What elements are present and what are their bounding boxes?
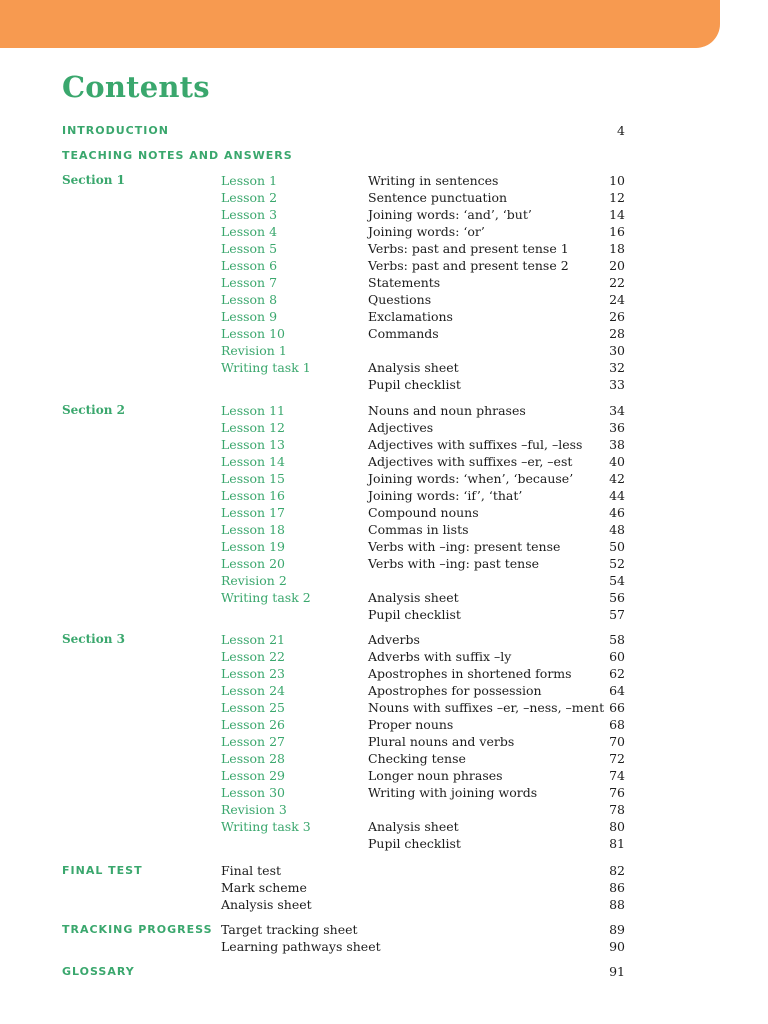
toc-entry-row[interactable]: [0, 325, 768, 342]
toc-lesson-label: Lesson 23: [221, 666, 285, 681]
toc-page-number: 16: [609, 224, 625, 239]
toc-page-number: 64: [609, 683, 625, 698]
toc-entry-title: Commas in lists: [368, 522, 469, 537]
toc-lesson-label: Lesson 5: [221, 241, 278, 256]
toc-entry-title: Apostrophes in shortened forms: [368, 666, 572, 681]
toc-lesson-label: Lesson 17: [221, 505, 285, 520]
toc-page-number: 70: [609, 734, 625, 749]
toc-page-number: 68: [609, 717, 625, 732]
teaching-notes-heading: TEACHING NOTES AND ANSWERS: [62, 149, 293, 162]
toc-page-number: 10: [609, 173, 625, 188]
toc-entry-title: Proper nouns: [368, 717, 454, 732]
toc-entry-title: Pupil checklist: [368, 607, 461, 622]
toc-lesson-label: Writing task 2: [221, 590, 311, 605]
introduction-heading: INTRODUCTION: [62, 124, 169, 137]
toc-page-number: 38: [609, 437, 625, 452]
toc-page-number: 62: [609, 666, 625, 681]
toc-entry-row[interactable]: [0, 274, 768, 291]
toc-entry-title: Analysis sheet: [368, 360, 459, 375]
toc-lesson-label: Lesson 25: [221, 700, 285, 715]
toc-entry-row[interactable]: [0, 538, 768, 555]
toc-entry-row[interactable]: [0, 631, 768, 648]
toc-entry-title: Analysis sheet: [368, 819, 459, 834]
toc-glossary-row[interactable]: [0, 963, 768, 980]
toc-entry-row[interactable]: [0, 223, 768, 240]
toc-lesson-label: Revision 2: [221, 573, 287, 588]
toc-entry-row[interactable]: [0, 767, 768, 784]
toc-tracking-row[interactable]: [0, 921, 768, 938]
toc-entry-title: Analysis sheet: [368, 590, 459, 605]
toc-entry-title: Nouns with suffixes –er, –ness, –ment: [368, 700, 605, 715]
toc-entry-row[interactable]: [0, 402, 768, 419]
toc-page-number: 12: [609, 190, 625, 205]
toc-page-number: 52: [609, 556, 625, 571]
page-title: Contents: [62, 70, 210, 104]
toc-entry-row[interactable]: [0, 572, 768, 589]
toc-entry-row[interactable]: [0, 665, 768, 682]
toc-page-number: 66: [609, 700, 625, 715]
tracking-item-label: Target tracking sheet: [221, 922, 358, 937]
toc-entry-row[interactable]: [0, 555, 768, 572]
toc-page-number: 80: [609, 819, 625, 834]
toc-entry-row[interactable]: [0, 172, 768, 189]
toc-entry-row[interactable]: [0, 521, 768, 538]
toc-entry-title: Verbs: past and present tense 2: [368, 258, 569, 273]
toc-entry-title: Adjectives: [368, 420, 434, 435]
toc-page-number: 30: [609, 343, 625, 358]
glossary-page: 91: [609, 964, 625, 979]
toc-entry-title: Adjectives with suffixes –er, –est: [368, 454, 573, 469]
toc-entry-title: Joining words: ‘or’: [368, 224, 485, 239]
toc-page-number: 20: [609, 258, 625, 273]
final-test-item-label: Analysis sheet: [221, 897, 312, 912]
toc-page-number: 42: [609, 471, 625, 486]
toc-entry-row[interactable]: [0, 716, 768, 733]
toc-lesson-label: Lesson 21: [221, 632, 285, 647]
toc-lesson-label: Lesson 2: [221, 190, 278, 205]
toc-entry-title: Nouns and noun phrases: [368, 403, 526, 418]
toc-lesson-label: Revision 1: [221, 343, 287, 358]
toc-lesson-label: Lesson 19: [221, 539, 285, 554]
toc-entry-title: Questions: [368, 292, 432, 307]
toc-lesson-label: Lesson 27: [221, 734, 285, 749]
toc-teaching-notes-row: [0, 147, 768, 164]
section-label: Section 3: [62, 632, 125, 646]
toc-entry-row[interactable]: [0, 801, 768, 818]
toc-lesson-label: Lesson 13: [221, 437, 285, 452]
toc-page-number: 48: [609, 522, 625, 537]
toc-entry-row[interactable]: [0, 453, 768, 470]
toc-final-test-row[interactable]: [0, 896, 768, 913]
toc-entry-row[interactable]: [0, 648, 768, 665]
toc-entry-title: Sentence punctuation: [368, 190, 508, 205]
toc-page-number: 18: [609, 241, 625, 256]
toc-entry-title: Pupil checklist: [368, 377, 461, 392]
toc-entry-row[interactable]: [0, 342, 768, 359]
toc-introduction-row[interactable]: [0, 122, 768, 139]
toc-lesson-label: Lesson 1: [221, 173, 278, 188]
toc-page-number: 56: [609, 590, 625, 605]
toc-lesson-label: Lesson 11: [221, 403, 285, 418]
toc-entry-title: Joining words: ‘when’, ‘because’: [368, 471, 574, 486]
toc-entry-title: Plural nouns and verbs: [368, 734, 515, 749]
toc-entry-title: Verbs with –ing: present tense: [368, 539, 561, 554]
toc-entry-row[interactable]: [0, 189, 768, 206]
toc-entry-title: Adverbs with suffix –ly: [368, 649, 512, 664]
toc-lesson-label: Lesson 22: [221, 649, 285, 664]
toc-lesson-label: Lesson 28: [221, 751, 285, 766]
toc-page-number: 50: [609, 539, 625, 554]
section-label: Section 2: [62, 403, 125, 417]
toc-entry-row[interactable]: [0, 240, 768, 257]
toc-entry-title: Compound nouns: [368, 505, 479, 520]
toc-page-number: 44: [609, 488, 625, 503]
toc-entry-title: Verbs with –ing: past tense: [368, 556, 540, 571]
toc-page-number: 40: [609, 454, 625, 469]
toc-entry-row[interactable]: [0, 589, 768, 606]
toc-lesson-label: Lesson 7: [221, 275, 278, 290]
toc-lesson-label: Lesson 20: [221, 556, 285, 571]
toc-tracking-row[interactable]: [0, 938, 768, 955]
toc-entry-row[interactable]: [0, 733, 768, 750]
toc-lesson-label: Lesson 26: [221, 717, 285, 732]
toc-entry-title: Joining words: ‘if’, ‘that’: [368, 488, 523, 503]
header-color-band: [0, 0, 720, 48]
toc-entry-row[interactable]: [0, 606, 768, 623]
toc-entry-title: Writing with joining words: [368, 785, 538, 800]
toc-entry-row[interactable]: [0, 470, 768, 487]
toc-page-number: 72: [609, 751, 625, 766]
toc-entry-row[interactable]: [0, 487, 768, 504]
toc-entry-row[interactable]: [0, 818, 768, 835]
toc-entry-title: Apostrophes for possession: [368, 683, 542, 698]
final-test-item-page: 82: [609, 863, 625, 878]
toc-entry-row[interactable]: [0, 376, 768, 393]
toc-entry-row[interactable]: [0, 699, 768, 716]
toc-lesson-label: Revision 3: [221, 802, 287, 817]
section-label: Section 1: [62, 173, 125, 187]
toc-page-number: 34: [609, 403, 625, 418]
toc-entry-row[interactable]: [0, 257, 768, 274]
toc-entry-row[interactable]: [0, 291, 768, 308]
toc-page-number: 26: [609, 309, 625, 324]
toc-page-number: 24: [609, 292, 625, 307]
toc-page-number: 60: [609, 649, 625, 664]
toc-entry-title: Pupil checklist: [368, 836, 461, 851]
toc-entry-title: Verbs: past and present tense 1: [368, 241, 569, 256]
toc-final-test-row[interactable]: [0, 862, 768, 879]
toc-entry-title: Adverbs: [368, 632, 420, 647]
toc-page-number: 22: [609, 275, 625, 290]
toc-page-number: 36: [609, 420, 625, 435]
tracking-item-page: 89: [609, 922, 625, 937]
final-test-item-label: Mark scheme: [221, 880, 307, 895]
tracking-item-label: Learning pathways sheet: [221, 939, 381, 954]
toc-page-number: 74: [609, 768, 625, 783]
toc-lesson-label: Writing task 3: [221, 819, 311, 834]
toc-page-number: 14: [609, 207, 625, 222]
toc-entry-row[interactable]: [0, 835, 768, 852]
toc-entry-title: Commands: [368, 326, 439, 341]
toc-final-test-row[interactable]: [0, 879, 768, 896]
toc-entry-row[interactable]: [0, 359, 768, 376]
toc-entry-row[interactable]: [0, 750, 768, 767]
toc-entry-row[interactable]: [0, 784, 768, 801]
toc-entry-title: Statements: [368, 275, 441, 290]
toc-entry-title: Longer noun phrases: [368, 768, 503, 783]
toc-entry-row[interactable]: [0, 206, 768, 223]
toc-page-number: 32: [609, 360, 625, 375]
toc-entry-row[interactable]: [0, 419, 768, 436]
toc-lesson-label: Lesson 9: [221, 309, 278, 324]
toc-entry-title: Adjectives with suffixes –ful, –less: [368, 437, 583, 452]
tracking-heading: TRACKING PROGRESS: [62, 923, 213, 936]
final-test-item-label: Final test: [221, 863, 282, 878]
toc-page-number: 46: [609, 505, 625, 520]
toc-page-number: 28: [609, 326, 625, 341]
toc-page-number: 78: [609, 802, 625, 817]
toc-lesson-label: Writing task 1: [221, 360, 311, 375]
toc-entry-row[interactable]: [0, 504, 768, 521]
toc-lesson-label: Lesson 6: [221, 258, 278, 273]
toc-lesson-label: Lesson 3: [221, 207, 278, 222]
final-test-item-page: 88: [609, 897, 625, 912]
toc-entry-row[interactable]: [0, 436, 768, 453]
toc-entry-row[interactable]: [0, 682, 768, 699]
toc-entry-title: Checking tense: [368, 751, 466, 766]
toc-lesson-label: Lesson 12: [221, 420, 285, 435]
toc-entry-title: Joining words: ‘and’, ‘but’: [368, 207, 532, 222]
toc-lesson-label: Lesson 14: [221, 454, 285, 469]
final-test-item-page: 86: [609, 880, 625, 895]
toc-page-number: 81: [609, 836, 625, 851]
tracking-item-page: 90: [609, 939, 625, 954]
introduction-page: 4: [617, 123, 625, 138]
toc-page-number: 76: [609, 785, 625, 800]
toc-entry-title: Writing in sentences: [368, 173, 499, 188]
toc-lesson-label: Lesson 29: [221, 768, 285, 783]
glossary-heading: GLOSSARY: [62, 965, 135, 978]
toc-lesson-label: Lesson 16: [221, 488, 285, 503]
toc-lesson-label: Lesson 4: [221, 224, 278, 239]
toc-page-number: 54: [609, 573, 625, 588]
toc-lesson-label: Lesson 8: [221, 292, 278, 307]
toc-lesson-label: Lesson 24: [221, 683, 285, 698]
toc-entry-title: Exclamations: [368, 309, 453, 324]
toc-entry-row[interactable]: [0, 308, 768, 325]
final-test-heading: FINAL TEST: [62, 864, 143, 877]
toc-lesson-label: Lesson 10: [221, 326, 285, 341]
toc-page-number: 33: [609, 377, 625, 392]
toc-lesson-label: Lesson 30: [221, 785, 285, 800]
toc-page-number: 58: [609, 632, 625, 647]
toc-page-number: 57: [609, 607, 625, 622]
toc-lesson-label: Lesson 18: [221, 522, 285, 537]
toc-lesson-label: Lesson 15: [221, 471, 285, 486]
